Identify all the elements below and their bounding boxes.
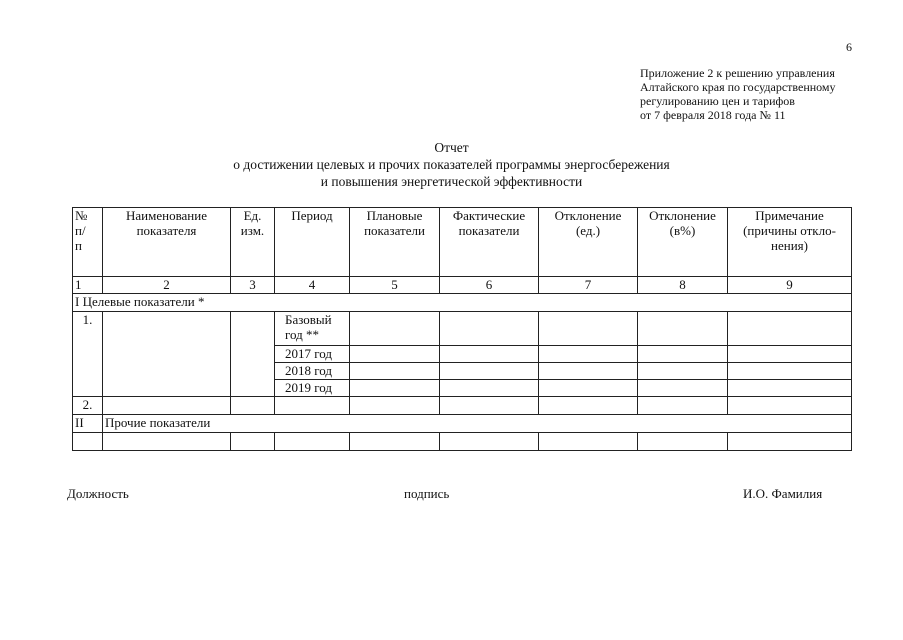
column-number: 9 xyxy=(728,277,852,294)
note-cell xyxy=(728,346,852,363)
deviation-units-cell xyxy=(539,397,638,415)
note-cell xyxy=(728,380,852,397)
table-row xyxy=(73,397,852,415)
header-text: показатели xyxy=(364,223,425,238)
table-row xyxy=(73,312,852,346)
deviation-units-cell xyxy=(539,363,638,380)
period-cell-base-year xyxy=(275,312,350,346)
header-cell-note xyxy=(728,208,852,277)
planned-cell xyxy=(350,346,440,363)
indicator-name-cell xyxy=(103,312,231,397)
report-title xyxy=(0,139,903,190)
deviation-percent-cell xyxy=(638,346,728,363)
header-text: № xyxy=(75,208,88,223)
deviation-units-cell xyxy=(539,312,638,346)
header-text: Отклонение xyxy=(554,208,622,223)
actual-cell xyxy=(440,363,539,380)
note-cell xyxy=(728,312,852,346)
deviation-percent-cell xyxy=(638,433,728,451)
header-cell-deviation-units xyxy=(539,208,638,277)
header-text: нения) xyxy=(771,238,808,253)
period-text: год ** xyxy=(285,327,319,342)
period-cell xyxy=(275,433,350,451)
deviation-percent-cell xyxy=(638,363,728,380)
page-number: 6 xyxy=(846,40,852,54)
column-number: 2 xyxy=(103,277,231,294)
signature-label: подпись xyxy=(404,486,450,501)
planned-cell xyxy=(350,312,440,346)
header-text: показателя xyxy=(136,223,197,238)
header-cell-deviation-percent xyxy=(638,208,728,277)
column-number: 3 xyxy=(231,277,275,294)
indicator-name-cell xyxy=(103,433,231,451)
column-number-row xyxy=(73,277,852,294)
column-number: 4 xyxy=(275,277,350,294)
column-number: 1 xyxy=(73,277,103,294)
period-cell-2019: 2019 год xyxy=(275,380,350,397)
header-text: Ед. xyxy=(243,208,262,223)
row-number: 2. xyxy=(73,397,103,415)
header-text: п xyxy=(75,238,82,253)
row-number: 1. xyxy=(73,312,103,397)
period-cell-2018: 2018 год xyxy=(275,363,350,380)
header-text: Фактические xyxy=(452,208,526,223)
header-cell-number xyxy=(73,208,103,277)
header-text: Плановые xyxy=(366,208,423,223)
column-number: 5 xyxy=(350,277,440,294)
header-cell-actual xyxy=(440,208,539,277)
appendix-line-2: Алтайского края по государственному xyxy=(640,80,836,94)
planned-cell xyxy=(350,397,440,415)
header-text: (ед.) xyxy=(575,223,601,238)
position-label: Должность xyxy=(67,486,129,501)
deviation-units-cell xyxy=(539,433,638,451)
full-name-label: И.О. Фамилия xyxy=(743,486,823,501)
header-cell-period xyxy=(275,208,350,277)
header-text: показатели xyxy=(458,223,520,238)
report-table xyxy=(72,207,852,451)
header-row xyxy=(73,208,852,277)
unit-cell xyxy=(231,397,275,415)
note-cell xyxy=(728,433,852,451)
header-text: п/ xyxy=(75,223,86,238)
actual-cell xyxy=(440,312,539,346)
deviation-percent-cell xyxy=(638,312,728,346)
actual-cell xyxy=(440,433,539,451)
title-line-1: Отчет xyxy=(434,140,469,155)
column-number: 7 xyxy=(539,277,638,294)
table-row xyxy=(73,433,852,451)
planned-cell xyxy=(350,433,440,451)
header-text: изм. xyxy=(240,223,265,238)
planned-cell xyxy=(350,380,440,397)
deviation-units-cell xyxy=(539,380,638,397)
unit-cell xyxy=(231,433,275,451)
appendix-line-3: регулированию цен и тарифов xyxy=(640,94,795,108)
header-text: Примечание xyxy=(755,208,824,223)
header-text: (в%) xyxy=(669,223,696,238)
actual-cell xyxy=(440,397,539,415)
header-text: Период xyxy=(291,208,333,223)
period-cell xyxy=(275,397,350,415)
appendix-note xyxy=(640,66,880,122)
title-line-2: о достижении целевых и прочих показателей программы энергосбережения xyxy=(233,157,670,172)
row-number xyxy=(73,433,103,451)
deviation-percent-cell xyxy=(638,380,728,397)
section-target-label: I Целевые показатели * xyxy=(73,294,852,312)
note-cell xyxy=(728,397,852,415)
column-number: 6 xyxy=(440,277,539,294)
section-other-row xyxy=(73,415,852,433)
actual-cell xyxy=(440,380,539,397)
section-target-row xyxy=(73,294,852,312)
column-number: 8 xyxy=(638,277,728,294)
header-text: Наименование xyxy=(126,208,207,223)
header-text: Отклонение xyxy=(649,208,716,223)
header-cell-planned xyxy=(350,208,440,277)
section-other-label: Прочие показатели xyxy=(103,415,852,433)
deviation-percent-cell xyxy=(638,397,728,415)
actual-cell xyxy=(440,346,539,363)
header-text: (причины откло- xyxy=(743,223,836,238)
header-cell-name xyxy=(103,208,231,277)
period-text: Базовый xyxy=(285,312,332,327)
title-line-3: и повышения энергетической эффективности xyxy=(320,174,583,189)
unit-cell xyxy=(231,312,275,397)
header-cell-unit xyxy=(231,208,275,277)
indicator-name-cell xyxy=(103,397,231,415)
section-other-number: II xyxy=(73,415,103,433)
planned-cell xyxy=(350,363,440,380)
period-cell-2017: 2017 год xyxy=(275,346,350,363)
appendix-line-4: от 7 февраля 2018 года № 11 xyxy=(640,108,786,122)
note-cell xyxy=(728,363,852,380)
appendix-line-1: Приложение 2 к решению управления xyxy=(640,66,835,80)
deviation-units-cell xyxy=(539,346,638,363)
